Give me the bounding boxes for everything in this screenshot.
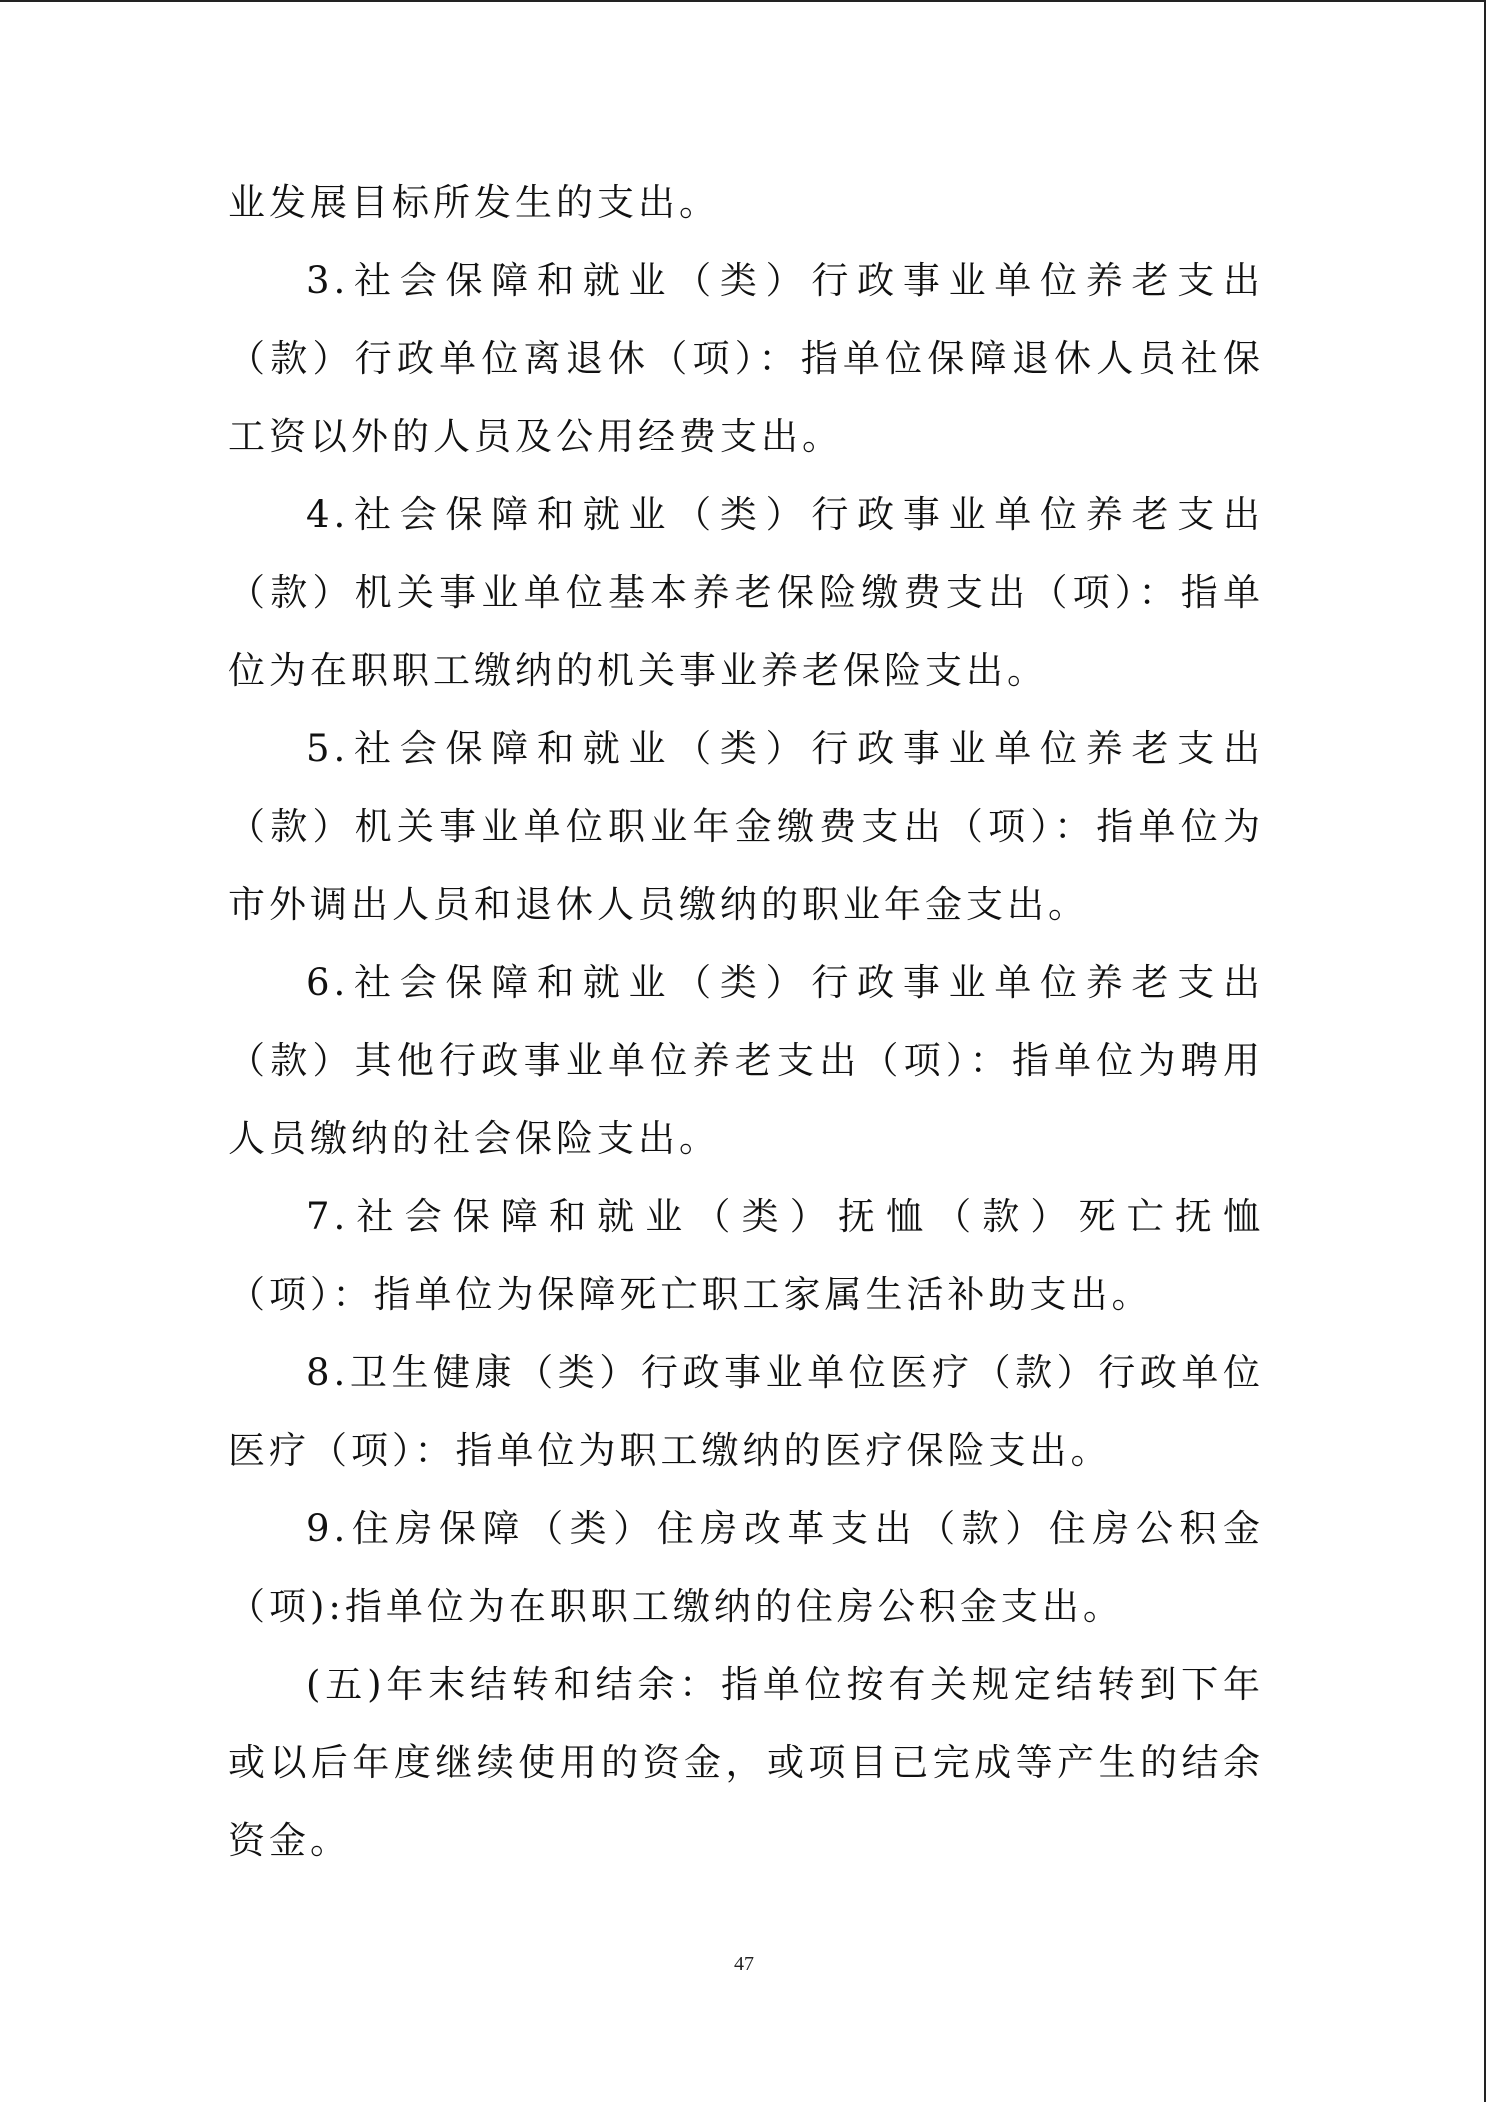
paragraph-item-3: 3.社会保障和就业（类）行政事业单位养老支出（款）行政单位离退休（项）：指单位保障退休人员社保工资以外的人员及公用经费支出。 (228, 259, 1264, 458)
page-number: 47 (734, 1953, 754, 1975)
document-body (228, 164, 1264, 1880)
paragraph-item-7: 7.社会保障和就业（类）抚恤（款）死亡抚恤（项）：指单位为保障死亡职工家属生活补助支出。 (228, 1195, 1264, 1316)
paragraph-continuation: 业发展目标所发生的支出。 (228, 181, 720, 224)
paragraph-item-4: 4.社会保障和就业（类）行政事业单位养老支出（款）机关事业单位基本养老保险缴费支出（项）：指单位为在职职工缴纳的机关事业养老保险支出。 (228, 493, 1264, 692)
paragraph-item-8: 8.卫生健康（类）行政事业单位医疗（款）行政单位医疗（项）：指单位为职工缴纳的医疗保险支出。 (228, 1351, 1264, 1472)
paragraph-section-5: (五)年末结转和结余：指单位按有关规定结转到下年或以后年度继续使用的资金，或项目已完成等产生的结余资金。 (228, 1663, 1264, 1862)
paragraph-item-9: 9.住房保障（类）住房改革支出（款）住房公积金（项):指单位为在职职工缴纳的住房公积金支出。 (228, 1507, 1264, 1628)
paragraph-item-5: 5.社会保障和就业（类）行政事业单位养老支出（款）机关事业单位职业年金缴费支出（项）：指单位为市外调出人员和退休人员缴纳的职业年金支出。 (228, 727, 1264, 926)
paragraph-item-6: 6.社会保障和就业（类）行政事业单位养老支出（款）其他行政事业单位养老支出（项）：指单位为聘用人员缴纳的社会保险支出。 (228, 961, 1264, 1160)
